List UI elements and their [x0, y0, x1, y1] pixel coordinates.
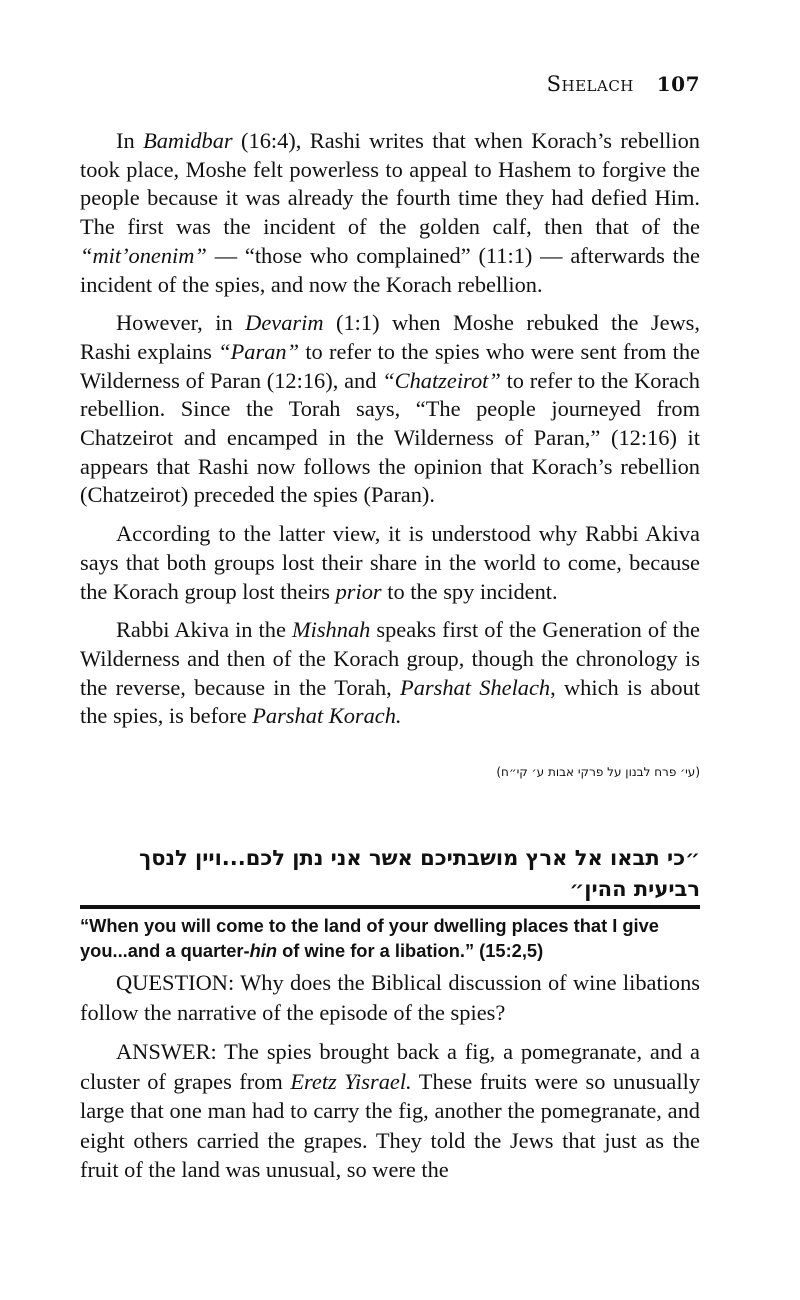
source-citation: (עי׳ פרח לבנון על פרקי אבות ע׳ קי״ח) — [496, 765, 700, 779]
hebrew-verse-heading: ״כי תבאו אל ארץ מושבתיכם אשר אני נתן לכם...ויין לנסך רביעית ההין״ — [139, 846, 700, 901]
page-number: 107 — [656, 72, 700, 96]
text-run: ANSWER: The spies brought back a fig, a pomegranate, and a cluster of grapes from — [80, 1039, 700, 1094]
english-verse-heading — [80, 913, 700, 963]
text-run: In — [116, 128, 144, 153]
text-run: — “those who complained” (11:1) — afterwards the incident of the spies, and now the Korach rebellion. — [80, 242, 700, 297]
heading-divider — [80, 905, 700, 909]
running-title: Shelach — [546, 72, 634, 96]
italic-text: “Paran” — [218, 338, 300, 364]
paragraph — [80, 127, 700, 299]
text-run: (1:1) when Moshe rebuked the Jews, Rashi explains — [80, 310, 700, 364]
text-run: QUESTION: Why does the Biblical discussion of wine libations follow the narrative of the episode of the spies? — [80, 970, 700, 1025]
question-paragraph — [80, 968, 700, 1027]
running-head — [547, 72, 700, 96]
body-text — [80, 127, 700, 741]
italic-text: Parshat Korach. — [252, 703, 402, 729]
text-run: “When you will come to the land of your dwelling places that I give you...and a quarter- — [80, 915, 659, 961]
text-run: However, in — [116, 310, 246, 336]
italic-text: Mishnah — [291, 617, 371, 643]
italic-text: hin — [249, 940, 278, 961]
answer-paragraph — [80, 1037, 700, 1185]
text-run: to refer to the spies who were sent from the Wilderness of Paran (12:16), and — [80, 338, 700, 393]
italic-text: prior — [335, 578, 382, 604]
italic-text: “mit’onenim” — [80, 242, 207, 268]
paragraph — [80, 616, 700, 731]
italic-text: Parshat Shelach — [400, 674, 551, 700]
paragraph — [80, 309, 700, 510]
italic-text: Devarim — [245, 310, 324, 336]
text-run: (16:4), Rashi writes that when Korach’s rebellion took place, Moshe felt powerless to appeal to Hashem to forgive the people because it was already the fourth time they had defied Him. The first was the incident of the golden calf, then that of the — [80, 128, 701, 240]
text-run: speaks first of the Generation of the Wilderness and then of the Korach group, though the chronology is the reverse, because in the Torah, — [80, 617, 700, 700]
text-run: Rabbi Akiva in the — [116, 617, 292, 643]
paragraph — [80, 520, 700, 606]
text-run: These fruits were so unusually large that one man had to carry the fig, another the pomegranate, and eight others carried the grapes. They told the Jews that just as the fruit of the land was unusual, so were the — [80, 1068, 701, 1182]
question-answer — [80, 968, 700, 1195]
text-run: to the spy incident. — [381, 578, 558, 604]
text-run: According to the latter view, it is understood why Rabbi Akiva says that both groups lost their share in the world to come, because the Korach group lost theirs — [80, 521, 700, 604]
text-run: , which is about the spies, is before — [80, 674, 700, 729]
italic-text: Eretz Yisrael. — [290, 1068, 412, 1094]
text-run: to refer to the Korach rebellion. Since the Torah says, “The people journeyed from Chatzeirot and encamped in the Wilderness of Paran,” (12:16) it appears that Rashi now follows the opinion that Korach’s rebellion (Chatzeirot) preceded the spies (Paran). — [80, 367, 701, 508]
italic-text: “Chatzeirot” — [382, 367, 501, 393]
text-run: of wine for a libation.” (15:2,5) — [277, 940, 544, 961]
italic-text: Bamidbar — [143, 128, 233, 153]
